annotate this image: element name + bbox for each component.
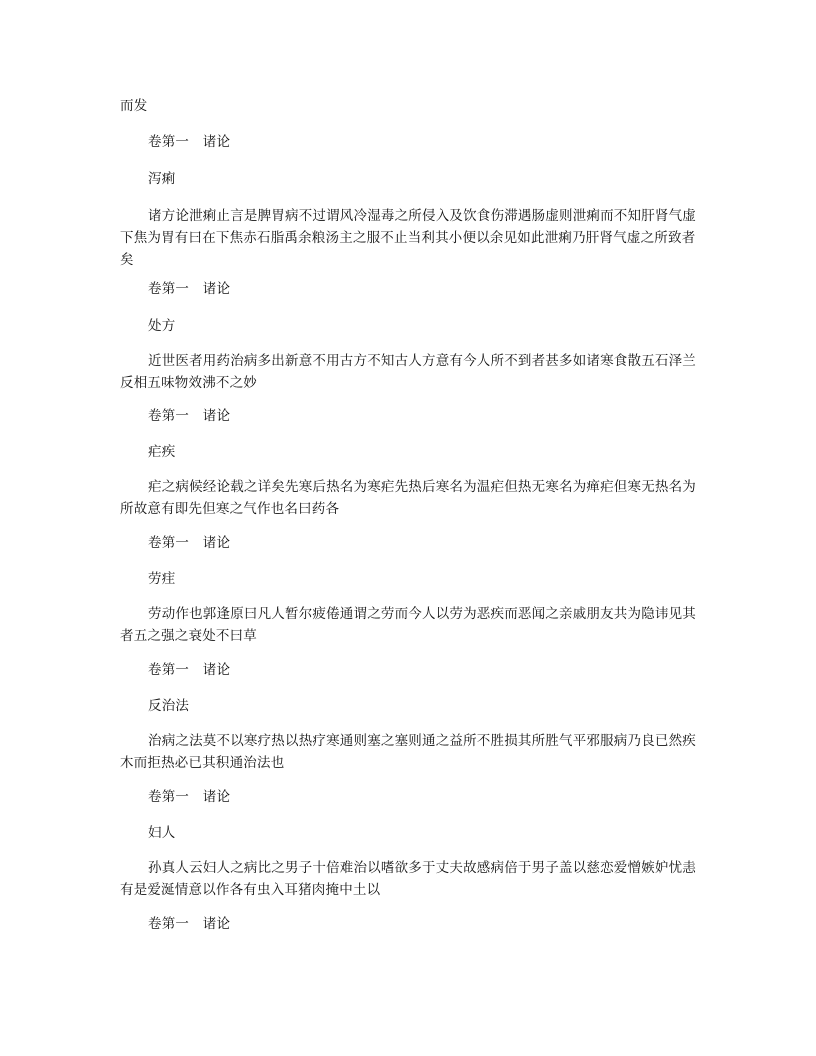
section-header: 卷第一 诸论: [148, 916, 231, 932]
section-body: 治病之法莫不以寒疗热以热疗寒通则塞之塞则通之益所不胜损其所胜气平邪服病乃良已然疾木而拒热必已其积通治法也: [120, 733, 696, 771]
section-title: 劳疰: [148, 571, 176, 587]
continuation-text: 而发: [120, 98, 148, 114]
section-body: 孙真人云妇人之病比之男子十倍难治以嗜欲多于丈夫故感病倍于男子盖以慈恋爱憎嫉妒忧恚有是爱涎情意以作各有虫入耳猪肉掩中土以: [120, 860, 696, 898]
section-header: 卷第一 诸论: [148, 408, 231, 424]
section-body: 近世医者用药治病多出新意不用古方不知古人方意有今人所不到者甚多如诸寒食散五石泽兰反相五味物效沸不之妙: [120, 353, 696, 391]
section-title: 疟疾: [148, 444, 176, 460]
section-body: 劳动作也郭逢原曰凡人暂尔疲倦通谓之劳而今人以劳为恶疾而恶闻之亲戚朋友共为隐讳见其者五之强之衰处不曰草: [120, 606, 696, 644]
section-header: 卷第一 诸论: [148, 134, 231, 150]
section-header: 卷第一 诸论: [148, 281, 231, 297]
section-title: 泻痢: [148, 171, 176, 187]
section-title: 妇人: [148, 825, 176, 841]
section-title: 反治法: [148, 698, 190, 714]
section-header: 卷第一 诸论: [148, 535, 231, 551]
section-body: 诸方论泄痢止言是脾胃病不过谓风冷湿毒之所侵入及饮食伤滞遇肠虚则泄痢而不知肝肾气虚下焦为胃有曰在下焦赤石脂禹余粮汤主之服不止当利其小便以余见如此泄痢乃肝肾气虚之所致者矣: [120, 208, 696, 268]
section-header: 卷第一 诸论: [148, 789, 231, 805]
section-body: 疟之病候经论载之详矣先寒后热名为寒疟先热后寒名为温疟但热无寒名为瘅疟但寒无热名为所故意有即先但寒之气作也名曰药各: [120, 479, 696, 517]
section-title: 处方: [148, 318, 176, 334]
section-header: 卷第一 诸论: [148, 662, 231, 678]
